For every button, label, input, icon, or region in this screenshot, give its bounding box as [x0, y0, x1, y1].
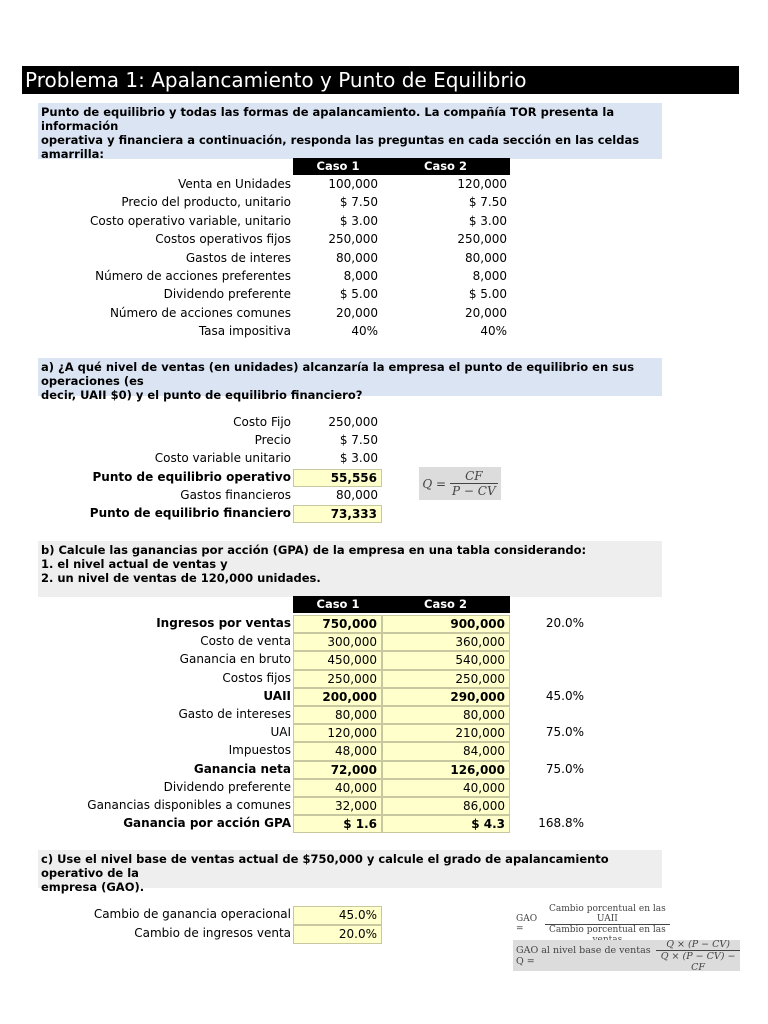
- section-b-box: [38, 541, 662, 597]
- breakeven-formula-numerator: CF: [450, 469, 498, 484]
- table1-header: [293, 158, 510, 175]
- table1-row-label: Tasa impositiva: [198, 324, 291, 339]
- table1-row-caso2: 80,000: [465, 250, 507, 265]
- table-b-row-caso2[interactable]: 126,000: [382, 761, 510, 779]
- table1-row-label: Dividendo preferente: [163, 287, 291, 302]
- table-b-row-caso2[interactable]: 900,000: [382, 615, 510, 633]
- table-b-row-caso2[interactable]: 86,000: [382, 797, 510, 815]
- table1-header-caso2: Caso 2: [424, 159, 467, 173]
- section-a-row-label: Costo Fijo: [233, 415, 291, 429]
- table1-row-caso1: 40%: [351, 324, 378, 339]
- intro-line-1: Punto de equilibrio y todas las formas de apalancamiento. La compañía TOR presenta la información: [41, 105, 615, 133]
- table1-row-caso1: $ 7.50: [339, 195, 378, 210]
- table-b-row-caso1[interactable]: 300,000: [293, 633, 382, 651]
- breakeven-formula: [419, 467, 501, 500]
- section-c-box: [38, 850, 662, 894]
- section-c-row-label: Cambio de ganancia operacional: [93, 907, 291, 921]
- table1-row-label: Costo operativo variable, unitario: [89, 213, 291, 228]
- table-b-row-pct: 168.8%: [538, 816, 584, 831]
- table-b-row-caso1[interactable]: 72,000: [293, 761, 382, 779]
- section-b-line-3: 2. un nivel de ventas de 120,000 unidades.: [41, 571, 321, 585]
- section-a-row-value[interactable]: 73,333: [293, 505, 382, 523]
- table1-row-caso1: 80,000: [336, 250, 378, 265]
- table-b-row-caso1[interactable]: $ 1.6: [293, 815, 382, 833]
- table1-row-caso2: $ 3.00: [468, 213, 507, 228]
- section-c-row-value[interactable]: 20.0%: [293, 925, 382, 944]
- table-b-row-pct: 20.0%: [545, 616, 584, 630]
- table1-row-label: Venta en Unidades: [178, 177, 291, 191]
- gao-formula-lhs: GAO =: [516, 914, 538, 934]
- table1-row-caso1: $ 3.00: [339, 213, 378, 228]
- section-a-box: [38, 358, 662, 402]
- section-a-line-1: a) ¿A qué nivel de ventas (en unidades) alcanzaría la empresa el punto de equilibrio en sus operaciones (es: [41, 360, 635, 388]
- breakeven-formula-lhs: Q =: [422, 476, 447, 491]
- table1-row-caso1: $ 5.00: [339, 287, 378, 302]
- table-b-row-label: Ganancias disponibles a comunes: [87, 798, 291, 812]
- table-b-row-caso2[interactable]: 360,000: [382, 633, 510, 651]
- section-c-line-1: c) Use el nivel base de ventas actual de $750,000 y calcule el grado de apalancamiento operativo de la: [41, 852, 609, 880]
- table-b-row-label: Ingresos por ventas: [156, 616, 291, 630]
- section-a-row-label: Precio: [254, 433, 291, 447]
- table-b-row-caso2[interactable]: 290,000: [382, 688, 510, 706]
- section-c-line-2: empresa (GAO).: [41, 880, 145, 894]
- table-b-row-caso1[interactable]: 450,000: [293, 651, 382, 669]
- section-a-row-value: 250,000: [328, 415, 378, 429]
- section-a-row-value: $ 3.00: [339, 451, 378, 465]
- page-title: Problema 1: Apalancamiento y Punto de Equilibrio: [22, 66, 739, 94]
- gao-base-formula: [513, 940, 740, 971]
- section-b-line-1: b) Calcule las ganancias por acción (GPA) de la empresa en una tabla considerando:: [41, 543, 587, 557]
- table1-row-caso1: 100,000: [328, 177, 378, 191]
- table1-row-caso2: 40%: [480, 324, 507, 339]
- gao-base-formula-denominator: Q × (P − CV) − CF: [660, 950, 736, 973]
- table1-row-caso2: 8,000: [472, 269, 507, 283]
- gao-base-formula-lhs: GAO al nivel base de ventas Q =: [516, 944, 651, 967]
- section-a-row-value: 80,000: [336, 488, 378, 502]
- table-b-row-caso1[interactable]: 80,000: [293, 706, 382, 724]
- table1-header-caso1: Caso 1: [316, 159, 360, 173]
- table-b-row-caso2[interactable]: $ 4.3: [382, 815, 510, 833]
- table-b-row-caso1[interactable]: 120,000: [293, 724, 382, 742]
- table-b-row-label: UAI: [270, 725, 291, 740]
- section-a-row-label: Punto de equilibrio financiero: [89, 506, 291, 520]
- table-b-row-pct: 75.0%: [545, 761, 584, 776]
- section-a-line-2: decir, UAII $0) y el punto de equilibrio financiero?: [41, 388, 363, 402]
- table-b-row-caso2[interactable]: 250,000: [382, 670, 510, 688]
- table-b-row-label: Costo de venta: [200, 634, 291, 649]
- gao-formula-denominator: Cambio porcentual en las: [549, 924, 666, 935]
- table-b-row-caso2[interactable]: 80,000: [382, 706, 510, 724]
- table1-row-caso1: 250,000: [328, 232, 378, 247]
- section-a-row-label: Punto de equilibrio operativo: [92, 470, 291, 484]
- gao-formula-numerator: Cambio porcentual en las UAII: [545, 904, 670, 925]
- section-b-line-2: 1. el nivel actual de ventas y: [41, 557, 228, 571]
- gao-base-formula-numerator: Q × (P − CV): [656, 939, 740, 951]
- table1-row-label: Número de acciones preferentes: [95, 269, 291, 283]
- table-b-row-caso1[interactable]: 48,000: [293, 742, 382, 760]
- section-c-row-label: Cambio de ingresos venta: [134, 926, 291, 940]
- section-c-row-value[interactable]: 45.0%: [293, 906, 382, 925]
- section-a-row-value: $ 7.50: [339, 433, 378, 447]
- section-a-row-value[interactable]: 55,556: [293, 469, 382, 487]
- gao-formula: [513, 903, 670, 939]
- table1-row-caso2: 20,000: [465, 305, 507, 320]
- table-b-row-label: Gasto de intereses: [178, 707, 291, 721]
- table-b-row-caso2[interactable]: 540,000: [382, 651, 510, 669]
- table-b-row-label: Impuestos: [228, 743, 291, 758]
- table-b-row-label: Costos fijos: [222, 670, 291, 685]
- table1-row-caso2: $ 5.00: [468, 287, 507, 302]
- intro-box: [38, 103, 662, 159]
- table-b-row-label: UAII: [263, 688, 291, 703]
- table1-row-label: Precio del producto, unitario: [121, 195, 291, 210]
- breakeven-formula-denominator: P − CV: [452, 484, 496, 498]
- table-b-row-pct: 45.0%: [545, 688, 584, 703]
- table-b-row-caso2[interactable]: 84,000: [382, 742, 510, 760]
- table-b-row-caso1[interactable]: 200,000: [293, 688, 382, 706]
- table-b-row-caso1[interactable]: 250,000: [293, 670, 382, 688]
- table1-row-label: Costos operativos fijos: [155, 232, 291, 247]
- table-b-header: [293, 596, 510, 613]
- table-b-row-caso1[interactable]: 32,000: [293, 797, 382, 815]
- table1-row-caso1: 8,000: [343, 269, 378, 283]
- table1-row-caso2: 120,000: [457, 177, 507, 191]
- section-a-row-label: Gastos financieros: [180, 488, 291, 502]
- table-b-row-label: Ganancia por acción GPA: [123, 816, 291, 831]
- table1-row-caso1: 20,000: [336, 305, 378, 320]
- table1-row-caso2: $ 7.50: [468, 195, 507, 210]
- table1-row-label: Número de acciones comunes: [109, 305, 291, 320]
- table-b-row-label: Dividendo preferente: [163, 779, 291, 794]
- table1-row-label: Gastos de interes: [185, 250, 291, 265]
- table-b-row-label: Ganancia en bruto: [179, 652, 291, 667]
- table-b-row-caso2[interactable]: 40,000: [382, 779, 510, 797]
- table-b-header-caso2: Caso 2: [424, 597, 467, 611]
- table-b-row-label: Ganancia neta: [193, 761, 291, 776]
- table-b-row-pct: 75.0%: [545, 725, 584, 740]
- table1-row-caso2: 250,000: [457, 232, 507, 247]
- table-b-row-caso1[interactable]: 40,000: [293, 779, 382, 797]
- table-b-row-caso1[interactable]: 750,000: [293, 615, 382, 633]
- table-b-row-caso2[interactable]: 210,000: [382, 724, 510, 742]
- table-b-header-caso1: Caso 1: [316, 597, 360, 611]
- intro-line-2: operativa y financiera a continuación, responda las preguntas en cada sección en las celdas amarrilla:: [41, 133, 640, 161]
- section-a-row-label: Costo variable unitario: [154, 451, 291, 465]
